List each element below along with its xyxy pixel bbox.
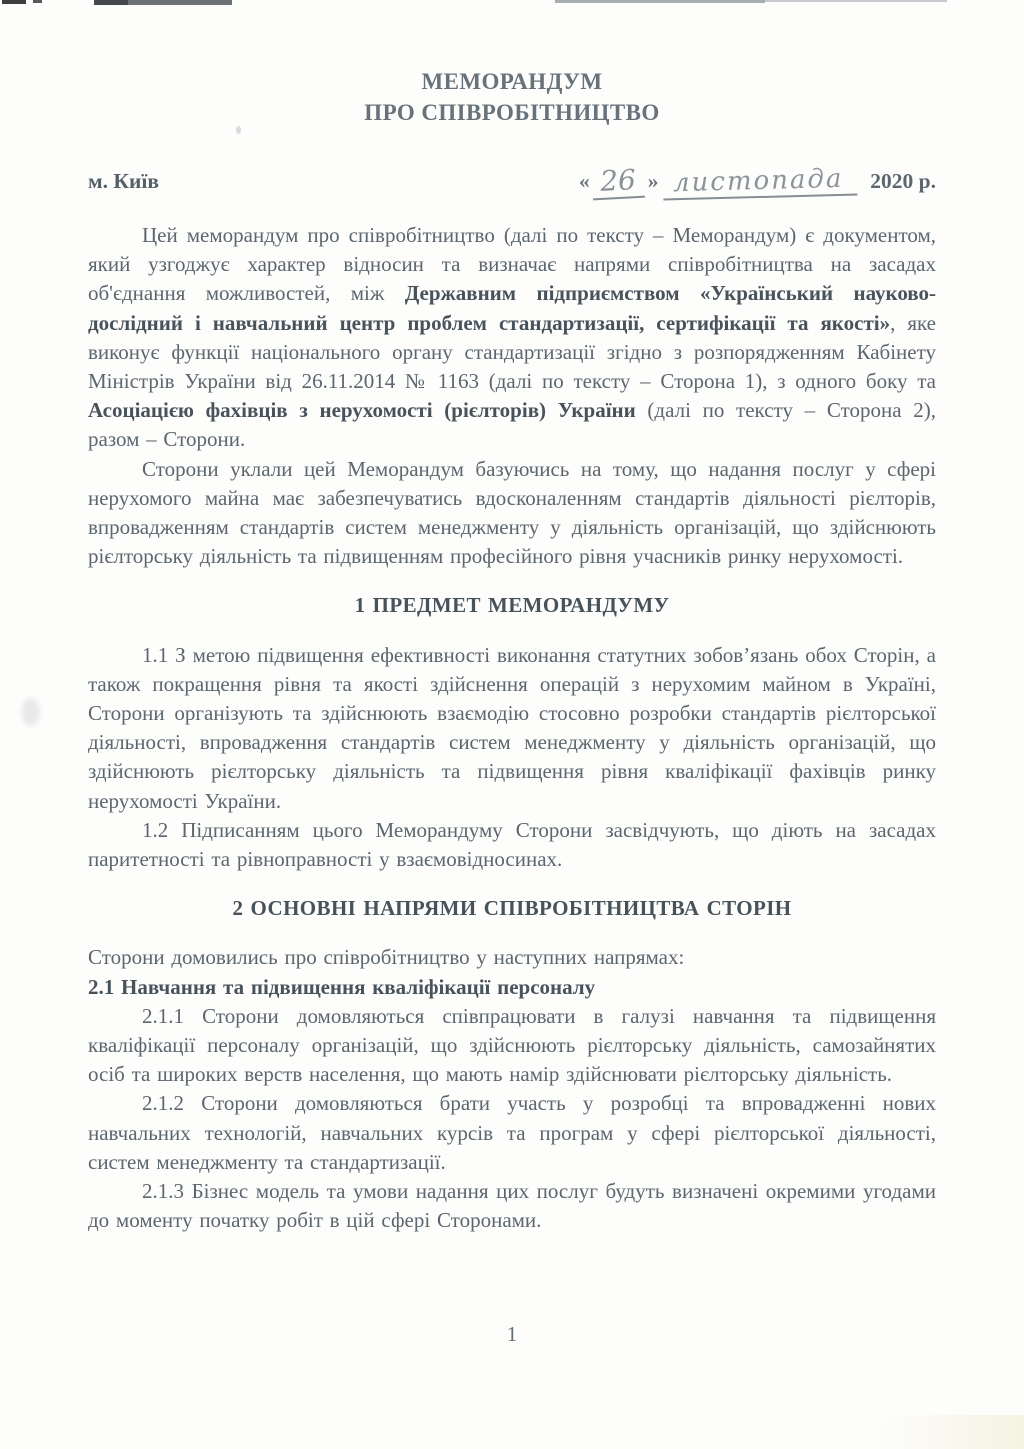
document-title-line2: ПРО СПІВРОБІТНИЦТВО bbox=[364, 100, 660, 125]
text-segment: Сторони домовились про співробітництво у наступних напрямах: bbox=[88, 945, 685, 970]
handwritten-day: 26 bbox=[591, 163, 645, 201]
section-2-heading bbox=[88, 894, 936, 923]
text-segment: 2.1.1 Сторони домовляються співпрацювати в галузі навчання та підвищення кваліфікації персоналу організацій, що здійснюють рієлторську діяльність, самозайнятих осіб та широких верств населення, що мають намір здійснювати рієлторську діяльність. bbox=[88, 1003, 936, 1087]
bold-text-segment: 1 ПРЕДМЕТ МЕМОРАНДУМУ bbox=[354, 593, 670, 618]
scan-edge-mark bbox=[765, 0, 947, 2]
scan-edge-mark bbox=[33, 0, 42, 3]
text-segment: 1.2 Підписанням цього Меморандуму Сторони засвідчують, що діють на засадах паритетності та рівноправності у взаємовідносинах. bbox=[88, 817, 936, 872]
scan-smudge bbox=[22, 698, 40, 726]
section-1-heading bbox=[88, 591, 936, 620]
scan-edge-mark bbox=[128, 0, 232, 5]
clause-2-1-subheading bbox=[88, 973, 936, 1002]
bold-text-segment: 2.1 Навчання та підвищення кваліфікації персоналу bbox=[88, 974, 596, 999]
document-body bbox=[88, 221, 936, 1236]
handwritten-month: листопада bbox=[662, 163, 857, 200]
text-segment: (далі по тексту – Сторона 2), разом – Сторони. bbox=[88, 398, 936, 452]
section-2-intro bbox=[88, 943, 936, 972]
date-year: 2020 р. bbox=[870, 169, 936, 193]
clause-1-2 bbox=[88, 816, 936, 874]
place-date-row bbox=[88, 162, 936, 197]
text-segment: 2.1.2 Сторони домовляються брати участь у розробці та впровадженні нових навчальних технологій, навчальних курсів та програм у сфері рієлторської діяльності, систем менеджменту та стандартизації. bbox=[88, 1091, 936, 1174]
scan-edge-mark bbox=[94, 0, 128, 5]
document-title bbox=[88, 66, 936, 128]
text-segment: Цей меморандум про співробітництво (далі по тексту – Меморандум) є документом, який узгоджує характер відносин та визначає напрями співробітництва на засадах об'єднання можливостей, між bbox=[88, 223, 936, 306]
scan-corner-tint bbox=[874, 1415, 1024, 1449]
clause-2-1-3 bbox=[88, 1177, 936, 1235]
bold-text-segment: Асоціацією фахівців з нерухомості (рієлторів) України bbox=[88, 398, 636, 423]
scan-edge-mark bbox=[2, 0, 26, 4]
clause-2-1-2 bbox=[88, 1089, 936, 1177]
clause-1-1 bbox=[88, 641, 936, 816]
text-segment: Сторони уклали цей Меморандум базуючись на тому, що надання послуг у сфері нерухомого майна має забезпечуватись вдосконаленням стандартів діяльності рієлторів, впровадженням стандартів систем менеджменту у діяльність організацій, що здійснюють рієлторську діяльність та підвищенням професійного рівня учасників ринку нерухомості. bbox=[88, 456, 936, 569]
place-label: м. Київ bbox=[88, 169, 159, 193]
date-close-quote: » bbox=[647, 169, 659, 193]
date-open-quote: « bbox=[579, 169, 590, 193]
intro-paragraph-2 bbox=[88, 455, 936, 572]
clause-2-1-1 bbox=[88, 1002, 936, 1090]
page-number: 1 bbox=[506, 1322, 518, 1346]
intro-paragraph-1 bbox=[88, 221, 936, 455]
text-segment: 1.1 З метою підвищення ефективності виконання статутних зобов’язань обох Сторін, а також покращення рівня та якості здійснення операцій з нерухомим майном в Україні, Сторони організують та здійснюють взаємодію стосовно розробки стандартів рієлторської діяльності, впровадження стандартів систем менеджменту у діяльність організацій, що здійснюють рієлторську діяльність та підвищення рівня кваліфікації фахівців ринку нерухомості України. bbox=[88, 642, 936, 813]
bold-text-segment: Державним підприємством «Український науково-дослідний і навчальний центр проблем стандартизації, сертифікації та якості» bbox=[88, 281, 937, 335]
scan-speck bbox=[236, 126, 241, 134]
text-segment: 2.1.3 Бізнес модель та умови надання цих послуг будуть визначені окремими угодами до моменту початку робіт в цій сфері Сторонами. bbox=[88, 1179, 936, 1233]
bold-text-segment: 2 ОСНОВНІ НАПРЯМИ СПІВРОБІТНИЦТВА СТОРІН bbox=[232, 896, 792, 921]
date-line bbox=[579, 162, 936, 197]
document-title-line1: МЕМОРАНДУМ bbox=[421, 69, 603, 94]
scan-edge-mark bbox=[555, 0, 765, 3]
text-segment: , яке виконує функції національного органу стандартизації згідно з розпорядженням Кабінету Міністрів України від 26.11.2014 № 1163 (далі по тексту – Сторона 1), з одного боку та bbox=[88, 310, 936, 394]
